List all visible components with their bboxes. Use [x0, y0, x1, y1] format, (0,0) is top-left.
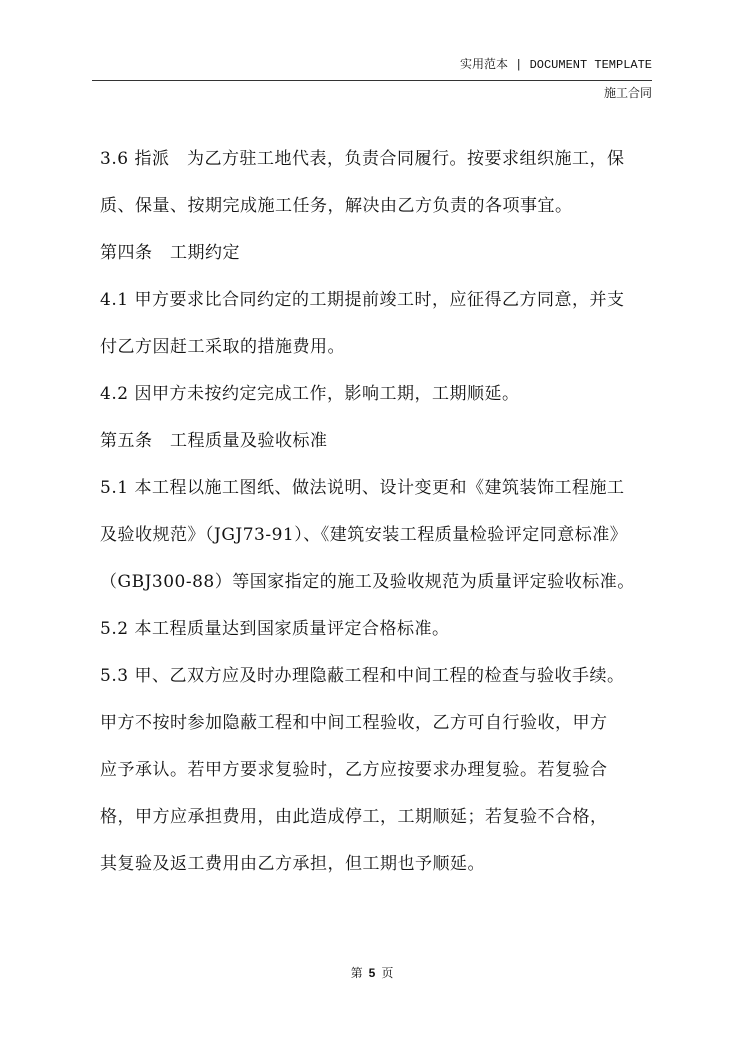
body-line: 5.2 本工程质量达到国家质量评定合格标准。: [100, 619, 450, 639]
body-line: （GBJ300-88）等国家指定的施工及验收规范为质量评定验收标准。: [100, 572, 635, 592]
body-line: 其复验及返工费用由乙方承担，但工期也予顺延。: [100, 854, 485, 874]
header-title: 实用范本 | DOCUMENT TEMPLATE: [459, 58, 652, 72]
body-line: 甲方不按时参加隐蔽工程和中间工程验收，乙方可自行验收，甲方: [100, 713, 608, 733]
section-heading: 第五条 工程质量及验收标准: [100, 431, 328, 451]
page-number: 5: [368, 966, 376, 980]
body-line: 质、保量、按期完成施工任务，解决由乙方负责的各项事宜。: [100, 196, 573, 216]
section-heading: 第四条 工期约定: [100, 243, 240, 263]
body-line: 应予承认。若甲方要求复验时，乙方应按要求办理复验。若复验合: [100, 760, 608, 780]
page-label-prefix: 第: [350, 966, 363, 980]
body-line: 4.1 甲方要求比合同约定的工期提前竣工时，应征得乙方同意，并支: [100, 290, 625, 310]
page-label-suffix: 页: [381, 966, 394, 980]
header-subtitle: 施工合同: [603, 86, 652, 100]
body-line: 4.2 因甲方未按约定完成工作，影响工期，工期顺延。: [100, 384, 520, 404]
body-line: 格，甲方应承担费用，由此造成停工，工期顺延；若复验不合格，: [100, 807, 608, 827]
body-line: 5.1 本工程以施工图纸、做法说明、设计变更和《建筑装饰工程施工: [100, 478, 625, 498]
body-line: 付乙方因赶工采取的措施费用。: [100, 337, 345, 357]
header-divider: [92, 80, 652, 81]
page-footer: [0, 964, 744, 981]
body-line: 及验收规范》（JGJ73-91）、《建筑安装工程质量检验评定同意标准》: [100, 525, 628, 545]
body-line: 3.6 指派 为乙方驻工地代表，负责合同履行。按要求组织施工，保: [100, 149, 625, 169]
body-line: 5.3 甲、乙双方应及时办理隐蔽工程和中间工程的检查与验收手续。: [100, 666, 625, 686]
document-body: [100, 136, 660, 888]
